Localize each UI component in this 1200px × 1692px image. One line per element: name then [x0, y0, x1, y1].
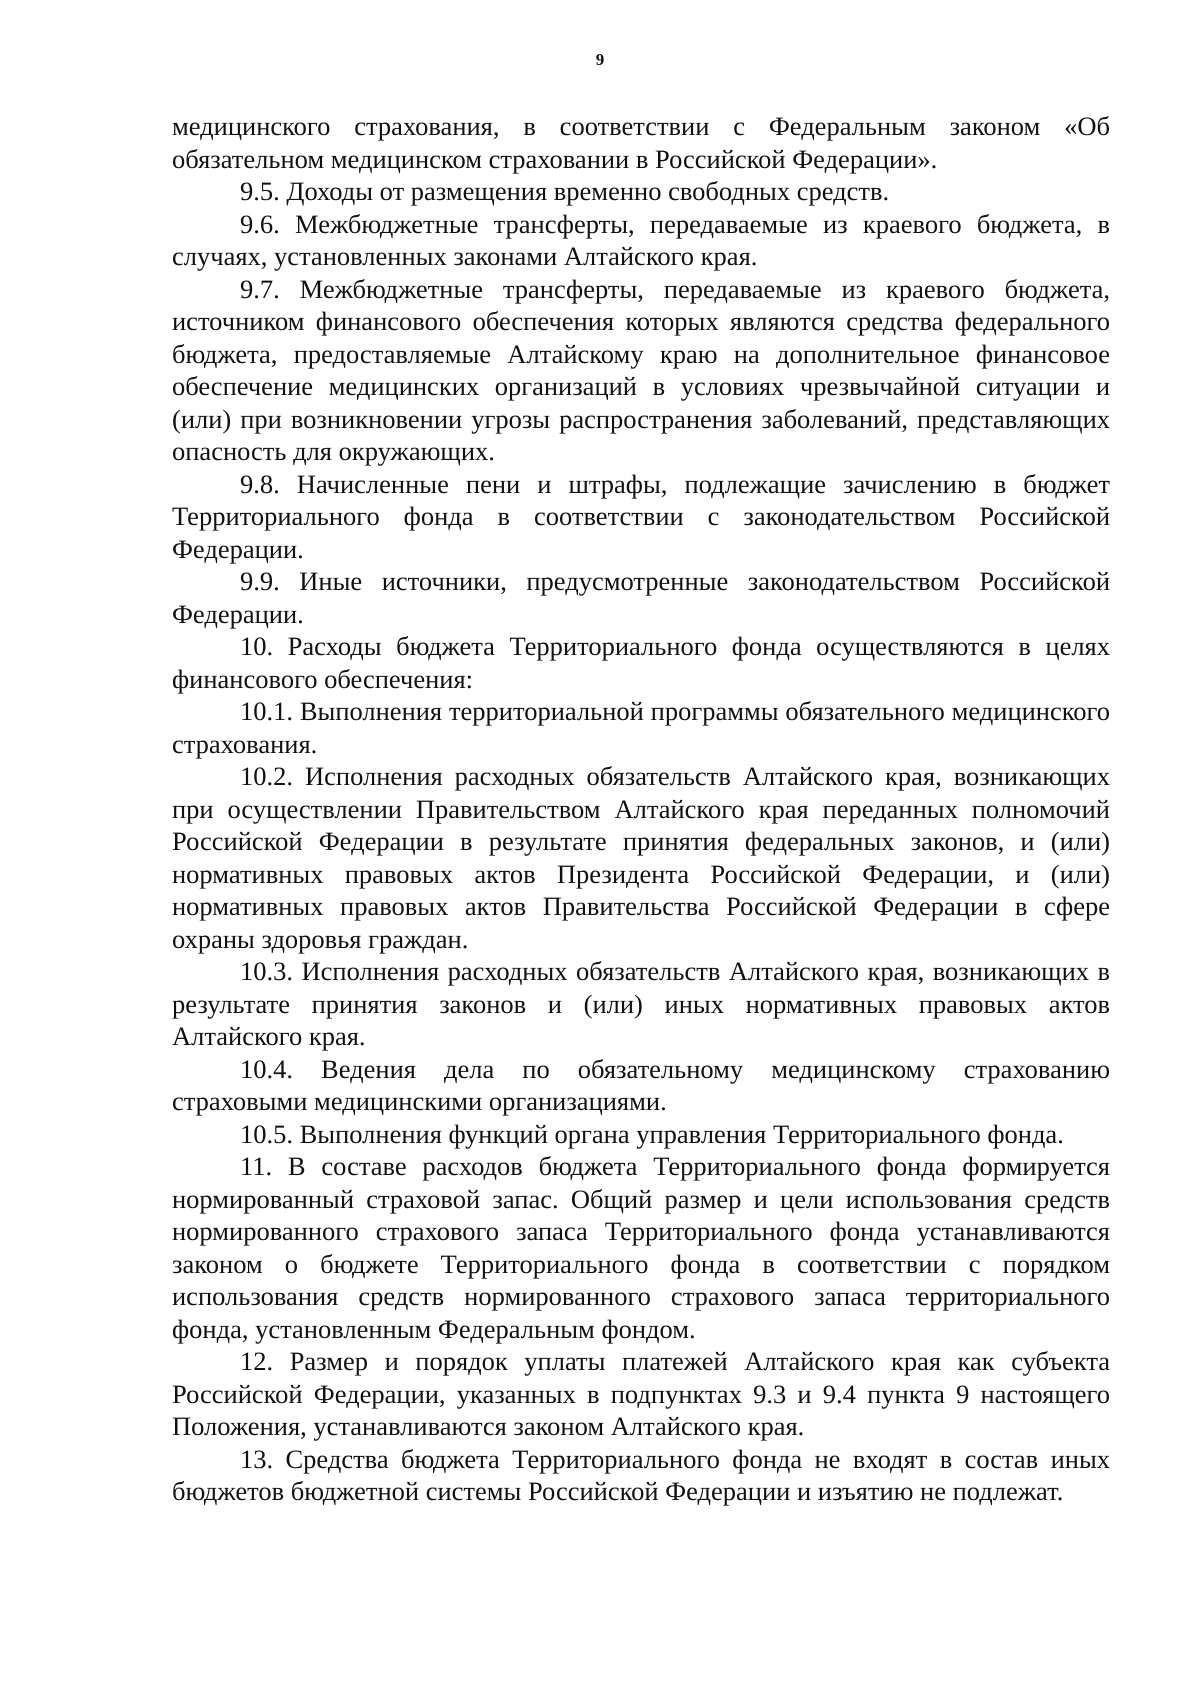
page-number: 9: [595, 50, 605, 69]
paragraph-13: 13. Средства бюджета Территориального фонда не входят в состав иных бюджетов бюджетной системы Российской Федерации и изъятию не подлежат.: [172, 1443, 1110, 1506]
paragraph-9-9: 9.9. Иные источники, предусмотренные законодательством Российской Федерации.: [172, 566, 1110, 629]
paragraph-9-7: 9.7. Межбюджетные трансферты, передаваемые из краевого бюджета, источником финансового обеспечения которых являются средства федерального бюджета, предоставляемые Алтайскому краю на дополнительное финансовое обеспечение медицинских организаций в условиях чрезвычайной ситуации и (или) при возникновении угрозы распространения заболеваний, представляющих опасность для окружающих.: [172, 273, 1110, 466]
paragraph-10-5: 10.5. Выполнения функций органа управления Территориального фонда.: [240, 1118, 1064, 1149]
paragraph-10-2: 10.2. Исполнения расходных обязательств Алтайского края, возникающих при осуществлении Правительством Алтайского края переданных полномочий Российской Федерации в результате принятия федеральных законов, и (или) нормативных правовых актов Президента Российской Федерации, и (или) нормативных правовых актов Правительства Российской Федерации в сфере охраны здоровья граждан.: [172, 761, 1110, 954]
document-body: [172, 110, 1110, 1508]
paragraph-10-1: 10.1. Выполнения территориальной программы обязательного медицинского страхования.: [172, 696, 1110, 759]
paragraph-9-5: 9.5. Доходы от размещения временно свободных средств.: [240, 176, 890, 206]
paragraph-10-4: 10.4. Ведения дела по обязательному медицинскому страхованию страховыми медицинскими организациями.: [172, 1053, 1110, 1116]
paragraph-11: 11. В составе расходов бюджета Территориального фонда формируется нормированный страховой запас. Общий размер и цели использования средств нормированного страхового запаса Территориального фонда устанавливаются законом о бюджете Территориального фонда в соответствии с порядком использования средств нормированного страхового запаса территориального фонда, установленным Федеральным фондом.: [172, 1151, 1110, 1344]
paragraph-12: 12. Размер и порядок уплаты платежей Алтайского края как субъекта Российской Федерации, указанных в подпунктах 9.3 и 9.4 пункта 9 настоящего Положения, устанавливаются законом Алтайского края.: [172, 1346, 1110, 1441]
paragraph-9-6: 9.6. Межбюджетные трансферты, передаваемые из краевого бюджета, в случаях, установленных законами Алтайского края.: [172, 208, 1110, 271]
paragraph-9-8: 9.8. Начисленные пени и штрафы, подлежащие зачислению в бюджет Территориального фонда в соответствии с законодательством Российской Федерации.: [172, 468, 1110, 564]
paragraph-continuation: медицинского страхования, в соответствии с Федеральным законом «Об обязательном медицинском страховании в Российской Федерации».: [172, 111, 1110, 174]
paragraph-10-3: 10.3. Исполнения расходных обязательств Алтайского края, возникающих в результате принятия законов и (или) иных нормативных правовых актов Алтайского края.: [172, 956, 1110, 1051]
paragraph-10: 10. Расходы бюджета Территориального фонда осуществляются в целях финансового обеспечения:: [172, 631, 1110, 694]
